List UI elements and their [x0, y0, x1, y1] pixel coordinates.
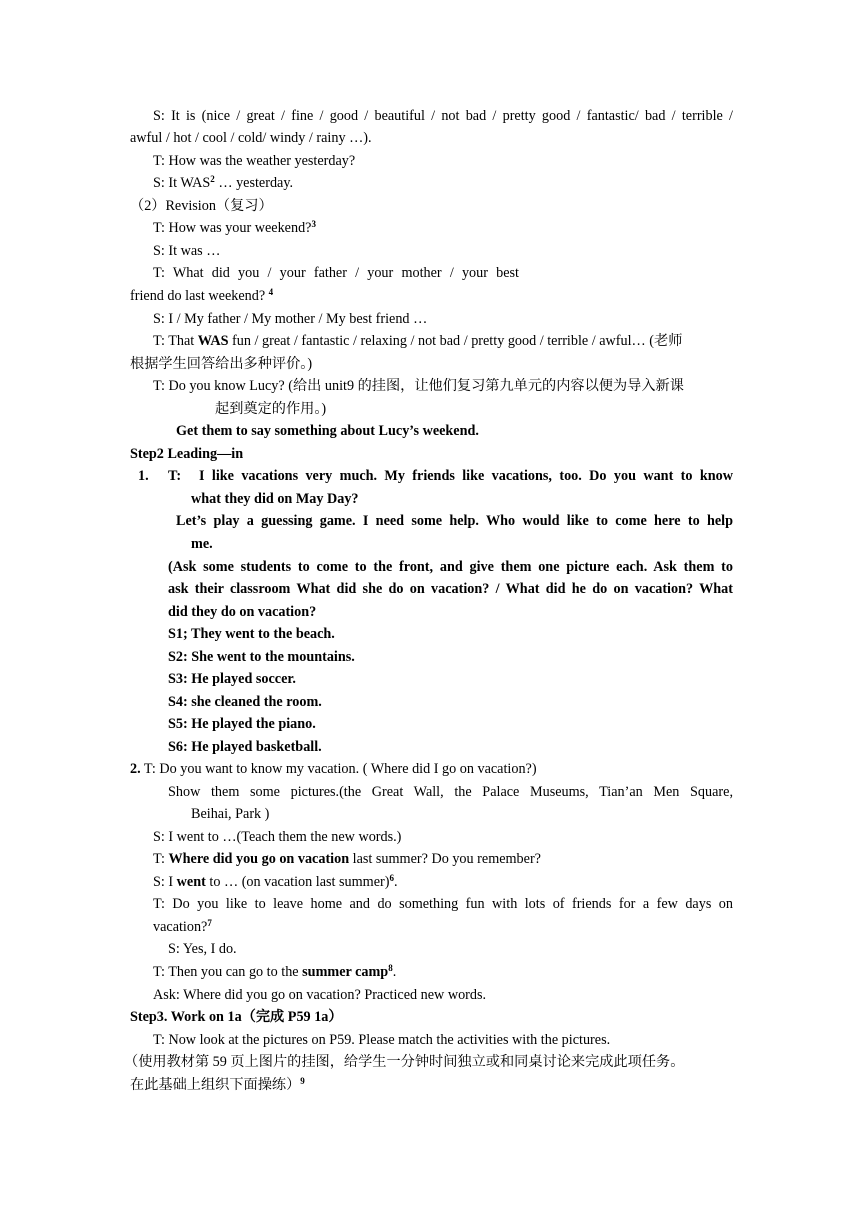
text-line: 2. T: Do you want to know my vacation. ( Where did I go on vacation?) [130, 761, 537, 777]
text-line: T: [168, 468, 182, 484]
text-line: S: I went to …(Teach them the new words.) [153, 829, 402, 845]
text-line: awful / hot / cool / cold/ windy / rainy …). [130, 130, 372, 146]
text-line: S3: He played soccer. [168, 671, 296, 687]
text-line: vacation?$^7$ [153, 918, 212, 935]
text-line: friend do last weekend? $^4$ [130, 287, 274, 304]
text-line: T: What did you / your father / your mother / your best [153, 265, 519, 281]
text-line: T: Where did you go on vacation last summer? Do you remember? [153, 851, 541, 867]
text-line: S: I / My father / My mother / My best friend … [153, 311, 428, 327]
text-line: S2: She went to the mountains. [168, 649, 355, 665]
text-line: S4: she cleaned the room. [168, 694, 322, 710]
text-line: 根据学生回答给出多种评价。) [130, 356, 313, 372]
footnote-marker: 9 [300, 1076, 305, 1086]
text-line: ask their classroom What did she do on vacation? / What did he do on vacation? What [168, 581, 733, 597]
text-line: S: I went to … (on vacation last summer)$^6$. [153, 873, 398, 890]
text-line: T: How was your weekend?$^3$ [153, 219, 316, 236]
text-line: 在此基础上组织下面操练）$^9$ [130, 1076, 305, 1093]
text-line: T: Do you like to leave home and do something fun with lots of friends for a few days on [153, 896, 733, 912]
text-line: （使用教材第 59 页上图片的挂图，给学生一分钟时间独立或和同桌讨论来完成此项任务。 [124, 1054, 685, 1070]
step-heading: Step2 Leading—in [130, 446, 244, 462]
text-line: S: It is (nice / great / fine / good / beautiful / not bad / pretty good / fantastic/ bad / terrible / [153, 108, 733, 124]
text-line: S5: He played the piano. [168, 716, 316, 732]
footnote-marker: 8 [388, 963, 393, 973]
text-line: what they did on May Day? [191, 491, 359, 507]
text-line: I like vacations very much. My friends like vacations, too. Do you want to know [199, 468, 733, 484]
text-line: S: It WAS$^2$ … yesterday. [153, 174, 294, 191]
list-number: 2. [130, 761, 141, 777]
text-line: Beihai, Park ) [191, 806, 270, 822]
footnote-marker: 6 [389, 873, 394, 883]
footnote-marker: 3 [311, 219, 316, 229]
text-line: (Ask some students to come to the front, and give them one picture each. Ask them to [168, 559, 733, 575]
text-line: 起到奠定的作用。) [215, 401, 327, 417]
text-line: me. [191, 536, 213, 552]
footnote-marker: 7 [207, 918, 212, 928]
text-line: Show them some pictures.(the Great Wall, the Palace Museums, Tian’an Men Square, [168, 784, 733, 800]
text-line: did they do on vacation? [168, 604, 317, 620]
text-line: Ask: Where did you go on vacation? Practiced new words. [153, 987, 487, 1003]
text-line: S1; They went to the beach. [168, 626, 335, 642]
text-line: T: Then you can go to the summer camp$^8$. [153, 963, 397, 980]
step-heading: Step3. Work on 1a（完成 P59 1a） [130, 1009, 343, 1025]
text-line: Get them to say something about Lucy’s weekend. [176, 423, 479, 439]
text-line: T: Do you know Lucy? (给出 unit9 的挂图，让他们复习第九单元的内容以便为导入新课 [153, 378, 684, 394]
text-line: T: That WAS fun / great / fantastic / relaxing / not bad / pretty good / terrible / awful… (老师 [153, 333, 683, 349]
text-line: T: Now look at the pictures on P59. Please match the activities with the pictures. [153, 1032, 611, 1048]
footnote-marker: 2 [210, 174, 215, 184]
list-number: 1. [138, 468, 149, 484]
text-line: S6: He played basketball. [168, 739, 322, 755]
footnote-marker: 4 [268, 287, 274, 297]
text-line: S: Yes, I do. [168, 941, 237, 957]
text-line: S: It was … [153, 243, 221, 259]
text-line: Let’s play a guessing game. I need some help. Who would like to come here to help [176, 513, 733, 529]
text-line: T: How was the weather yesterday? [153, 153, 356, 169]
section-heading: （2）Revision（复习） [130, 198, 273, 214]
